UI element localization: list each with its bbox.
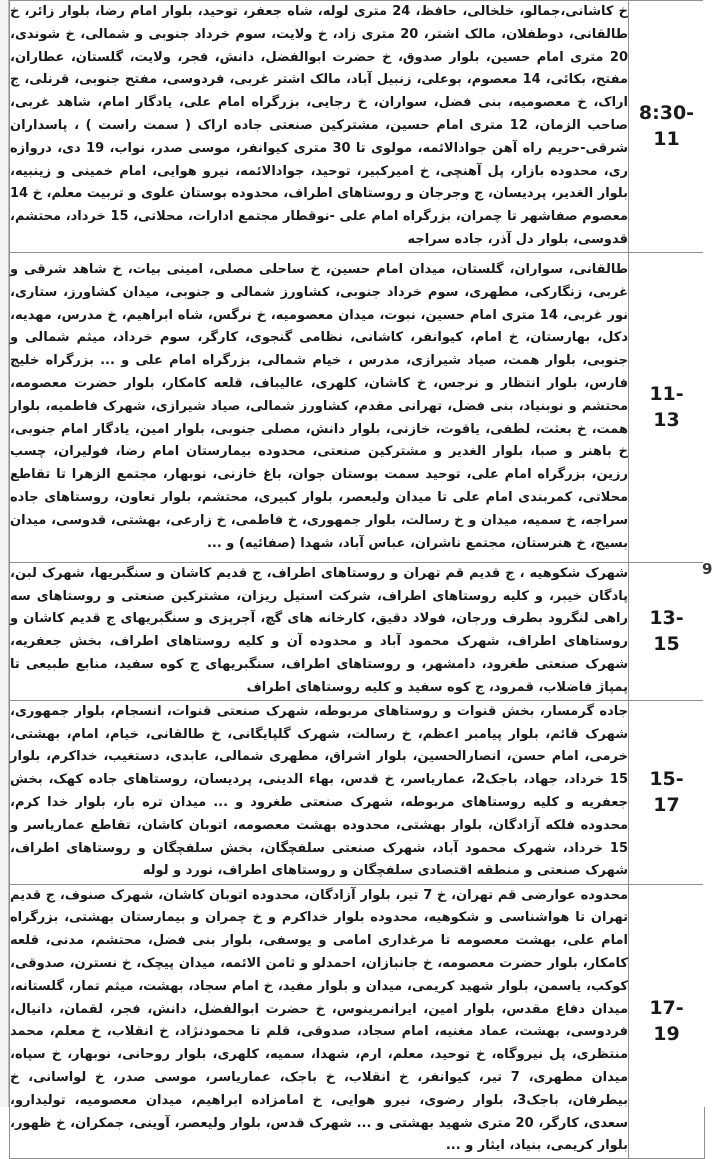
- time-start: 15-: [649, 768, 684, 791]
- table-row: [10, 700, 705, 884]
- areas-cell: خ کاشانی،جمالو، خلخالی، حافظ، 24 متری لوله، شاه جعفر، توحید، بلوار امام رضا، بلوار زائر، خ طالقانی، دوطفلان، مالک اشتر، 20 متری زاد، خ ولایت، سوم خرداد جنوبی و شمالی، خ شوندی، 20 متری امام حسین، بلوار صدوق، خ حضرت ابوالفضل، دانش، فجر، ولایت، گلستان، عطاران، مفتح، بکائی، 14 معصوم، بوعلی، زنبیل آباد، مالک اشتر غربی، فردوسی، مفتح جنوبی، قرنلی، ج اراک، خ معصومیه، بنی فضل، سواران، خ رجایی، بزرگراه امام علی، یادگار امام، شاهد غربی، صاحب الزمان، 12 متری امام حسین، مشترکین صنعتی جاده اراک ( سمت راست ) ، پاسداران شرقی-حریم راه آهن جوادالائمه، مولوی تا 30 متری کیوانفر، موسی صدر، نواب، 19 دی، دروازه ری، محدوده بازار، پل آهنچی، خ امیرکبیر، توحید، جوادالائمه، نیرو هوایی، امام خمینی و زینبیه، بلوار الغدیر، پردیسان، ج وجرجان و روستاهای اطراف، محدوده بوستان علوی و تربیت معلم، خ 14 معصوم صفاشهر تا چمران، بزرگراه امام علی -نوقطار مجتمع ادارات، محلاتی، 15 خرداد، محتشم، قدوسی، بلوار دل آذر، جاده سراجه: [10, 1, 629, 253]
- time-start: 11-: [649, 383, 684, 406]
- time-cell: [629, 700, 705, 884]
- time-end: 19: [653, 1023, 680, 1046]
- left-edge-strip: [0, 0, 9, 1107]
- time-end: 17: [653, 794, 680, 817]
- areas-cell: طالقانی، سواران، گلستان، میدان امام حسین، خ ساحلی مصلی، امینی بیات، خ شاهد شرقی و غربی، زنگارکی، مطهری، سوم خرداد جنوبی، کشاورز شمالی و جنوبی، میدان کشاورز، ستاری، نور غربی، 14 متری امام حسین، نبوت، میدان معصومیه، خ نرگس، شاه ابراهیم، خ مدرس، مهدیه، دکل، بهارستان، خ امام، کیوانفر، کاشانی، نظامی گنجوی، کارگر، سوم خرداد، میثم شمالی و جنوبی، بلوار همت، صیاد شیرازی، مدرس ، خیام شمالی، بزرگراه امام علی و ... بزرگراه خلیج فارس، بلوار انتظار و نرجس، خ کاشان، کلهری، عالیباف، قلعه کامکار، بلوار حضرت معصومه، محتشم و نوبنیاد، بنی فضل، تهرانی مقدم، کشاورز شمالی، صیاد شیرازی، شهرک فاطمیه، بلوار همت، خ بعثت، لطفی، یاقوت، خازنی، بلوار دانش، مصلی جنوبی، بلوار امین، یادگار امام جنوبی، خ باهنر و صبا، بلوار الغدیر و مشترکین صنعتی، محدوده بیمارستان امام رضا، فولیران، چسب رزین، بزرگراه امام علی، توحید سمت بوستان جوان، باغ خازنی، نوبهار، مجتمع الزهرا تا تقاطع محلاتی، کمربندی امام علی تا میدان ولیعصر، بلوار کبیری، محتشم، بلوار تعاون، روستاهای جاده سراجه، خ سمیه، میدان و خ رسالت، بلوار جمهوری، خ فاطمی، خ زارعی، بهشتی، قدوسی، میدان بسیج، خ هنرستان، مجتمع ناشران، عباس آباد، شهدا (صفائیه) و ...: [10, 252, 629, 562]
- time-end: 11: [653, 128, 680, 151]
- outage-schedule-table: [9, 0, 705, 1159]
- right-edge-strip: [703, 0, 707, 1107]
- areas-cell: شهرک شکوهیه ، ج قدیم قم تهران و روستاهای اطراف، ج قدیم کاشان و سنگبریها، شهرک لبن، پادگان خیبر، و کلیه روستاهای اطراف، شرکت استیل ریزان، مشترکین صنعتی و روستاهای سه راهی لنگرود بطرف ورجان، فولاد دقیق، کارخانه های گچ، آجرپزی و سنگبریهای ج قدیم کاشان و روستاهای اطراف، شهرک محمود آباد و محدوده آن و کلیه روستاهای اطراف، بخش جعفریه، شهرک صنعتی طغرود، دامشهر، و روستاهای اطراف، سنگبریهای ج کوه سفید، منابع طبیعی تا پمپاژ فاضلاب، قمرود، ج کوه سفید و کلیه روستاهای اطراف: [10, 562, 629, 700]
- time-cell: [629, 252, 705, 562]
- time-cell: [629, 562, 705, 700]
- time-cell: [629, 1, 705, 253]
- time-end: 13: [653, 409, 680, 432]
- edge-glyph: 9: [702, 560, 712, 578]
- time-cell: [629, 884, 705, 1159]
- time-end: 15: [653, 633, 680, 656]
- table-row: [10, 1, 705, 253]
- areas-cell: جاده گرمسار، بخش قنوات و روستاهای مربوطه، شهرک صنعتی قنوات، انسجام، بلوار جمهوری، شهرک قائم، بلوار پیامبر اعظم، خ رسالت، شهرک گلپایگانی، خ طالقانی، خیام، امام، بهشتی، خرمی، امام حسن، انصارالحسین، بلوار اشراق، مطهری شمالی، عابدی، دستغیب، خداکرم، بلوار 15 خرداد، جهاد، باجک2، عمارياسر، خ قدس، بهاء الدینی، پردیسان، روستاهای جاده کهک، بخش جعفریه و کلیه روستاهای مربوطه، شهرک صنعتی طغرود و ... میدان تره بار، بلوار خدا کرم، محدوده فلکه آزادگان، بلوار بهشتی، محدوده بهشت معصومه، اتوبان کاشان، تقاطع عمارياسر و 15 خرداد، شهرک محمود آباد، شهرک صنعتی سلفچگان، بخش سلفچگان و روستاهای اطراف، شهرک صنعتی و منطقه اقتصادی سلفچگان و روستاهای اطراف، نورد و لوله: [10, 700, 629, 884]
- table-row: [10, 884, 705, 1159]
- areas-cell: محدوده عوارضی قم تهران، خ 7 تیر، بلوار آزادگان، محدوده اتوبان کاشان، شهرک صنوف، ج قدیم تهران تا هواشناسی و شکوهیه، محدوده بلوار خداکرم و خ چمران و بیمارستان بهشتی، بزرگراه امام علی، بهشت معصومه تا مرغداری امامی و یوسفی، بلوار بنی فضل، محتشم، مدنی، قلعه کامکار، بلوار حضرت معصومه، خ جانبازان، احمدلو و ثامن الائمه، میدان پیچک، خ نسترن، صدوقی، کوکب، یاسمن، بلوار شهید کریمی، میدان و بلوار مفید، خ امام سجاد، بهشت، میثم تمار، گلستانه، میدان دفاع مقدس، بلوار امین، ایرانمرینوس، خ حضرت ابوالفضل، دانش، فجر، لقمان، دانیال، فردوسی، بهشت، عماد مغنیه، امام سجاد، صدوقی، قلم تا محمودنژاد، خ انقلاب، خ معلم، محمد منتظری، پل نیروگاه، خ توحید، معلم، ارم، شهدا، سمیه، کلهری، بلوار روحانی، نوبهار، خ سپاه، میدان مطهری، 7 تیر، کیوانفر، خ انقلاب، خ باجک، عمارياسر، موسی صدر، خ لواسانی، خ بیطرفان، باجک3، بلوار رضوی، نیرو هوایی، خ امامزاده ابراهیم، میدان معصومیه، تولیدارو، سعدی، کارگر، 20 متری شهید بهشتی و ... شهرک قدس، بلوار ولیعصر، آوینی، جمکران، خ ظهور، بلوار کریمی، بنیاد، ایثار و ...: [10, 884, 629, 1159]
- table-row: [10, 252, 705, 562]
- time-start: 13-: [649, 607, 684, 630]
- time-start: 8:30-: [638, 102, 695, 125]
- table-row: [10, 562, 705, 700]
- time-start: 17-: [649, 997, 684, 1020]
